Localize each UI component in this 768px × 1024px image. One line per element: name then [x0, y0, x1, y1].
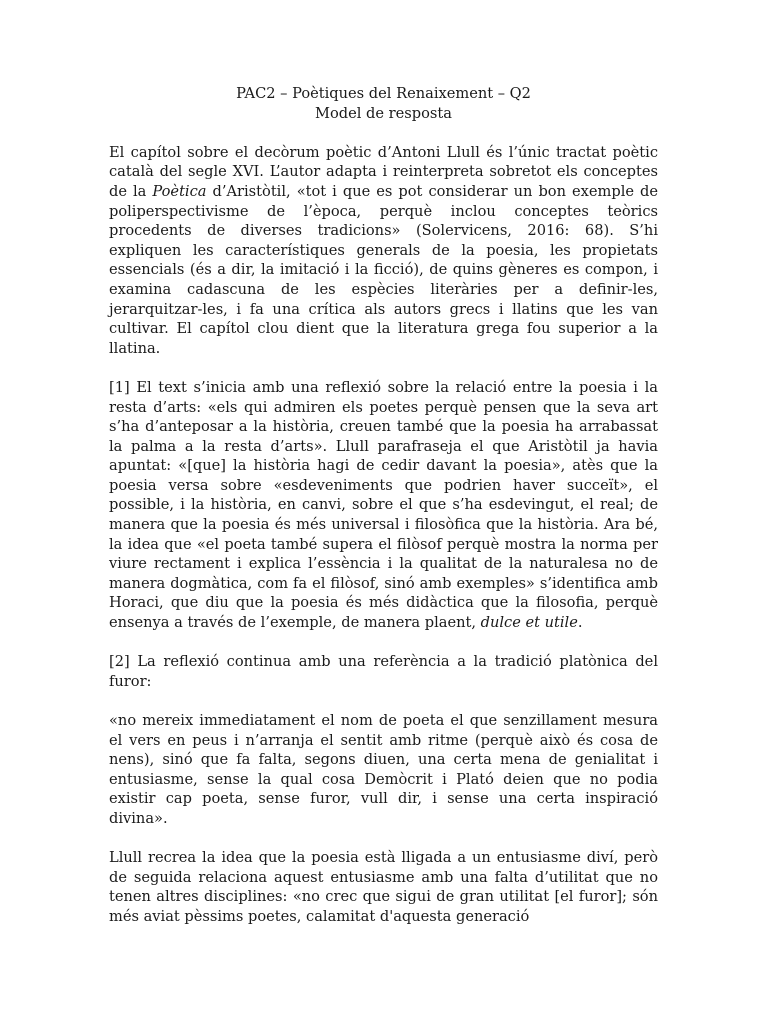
italic-phrase: dulce et utile: [480, 614, 578, 632]
document-page: [109, 84, 658, 946]
paragraph-section-1: [109, 378, 658, 633]
paragraph-section-2: [109, 652, 658, 691]
paragraph-text: «no mereix immediatament el nom de poeta el que senzillament mesura el vers en peus i n’arranja el sentit amb ritme (perquè això és cosa de nens), sinó que fa falta, segons diuen, una certa mena de genialitat i entusiasme, sense la qual cosa Demòcrit i Plató deien que no podia existir cap poeta, sense furor, vull dir, i sense una certa inspiració divina».: [109, 712, 658, 827]
paragraph-continuation: [109, 848, 658, 926]
document-subtitle: Model de resposta: [315, 104, 452, 122]
paragraph-text: .: [577, 614, 583, 632]
paragraph-text: [2] La reflexió continua amb una referència a la tradició platònica del furor:: [109, 653, 658, 690]
paragraph-text: Llull recrea la idea que la poesia està lligada a un entusiasme diví, però de seguida relaciona aquest entusiasme amb una falta d’utilitat que no tenen altres disciplines: «no crec que sigui de gran utilitat [el furor]; són més aviat pèssims poetes, calamitat d'aquesta generació: [109, 849, 658, 925]
title-block: [109, 84, 658, 123]
paragraph-intro: [109, 143, 658, 359]
paragraph-text: El capítol sobre el decòrum poètic d’Antoni Llull és l’únic tractat poètic català del segle XVI. L’autor adapta i reinterpreta sobretot els conceptes de la: [109, 143, 658, 200]
quotation-paragraph: [109, 711, 658, 829]
italic-title: Poètica: [152, 182, 207, 200]
paragraph-text: d’Aristòtil, «tot i que es pot considerar un bon exemple de poliperspectivisme de l’època, perquè inclou conceptes teòrics procedents de diverses tradicions» (Solervicens, 2016: 68). S’hi expliquen les característiques generals de la poesia, les propietats essencials (és a dir, la imitació i la ficció), de quins gèneres es compon, i examina cadascuna de les espècies literàries per a definir-les, jerarquitzar-les, i fa una crítica als autors grecs i llatins que les van cultivar. El capítol clou dient que la literatura grega fou superior a la llatina.: [109, 182, 659, 357]
paragraph-text: [1] El text s’inicia amb una reflexió sobre la relació entre la poesia i la resta d’arts: «els qui admiren els poetes perquè pensen que la seva art s’ha d’anteposar a la història, creuen també que la poesia ha arrabassat la palma a la resta d’arts». Llull parafraseja el que Aristòtil ja havia apuntat: «[que] la història hagi de cedir davant la poesia», atès que la poesia versa sobre «esdeveniments que podrien haver succeït», el possible, i la història, en canvi, sobre el que s’ha esdevingut, el real; de manera que la poesia és més universal i filosòfica que la història. Ara bé, la idea que «el poeta també supera el filòsof perquè mostra la norma per viure rectament i explica l’essència i la qualitat de la naturalesa no de manera dogmàtica, com fa el filòsof, sinó amb exemples» s’identifica amb Horaci, que diu que la poesia és més didàctica que la filosofia, perquè ensenya a través de l’exemple, de manera plaent,: [109, 378, 658, 632]
document-title: PAC2 – Poètiques del Renaixement – Q2: [236, 85, 531, 102]
